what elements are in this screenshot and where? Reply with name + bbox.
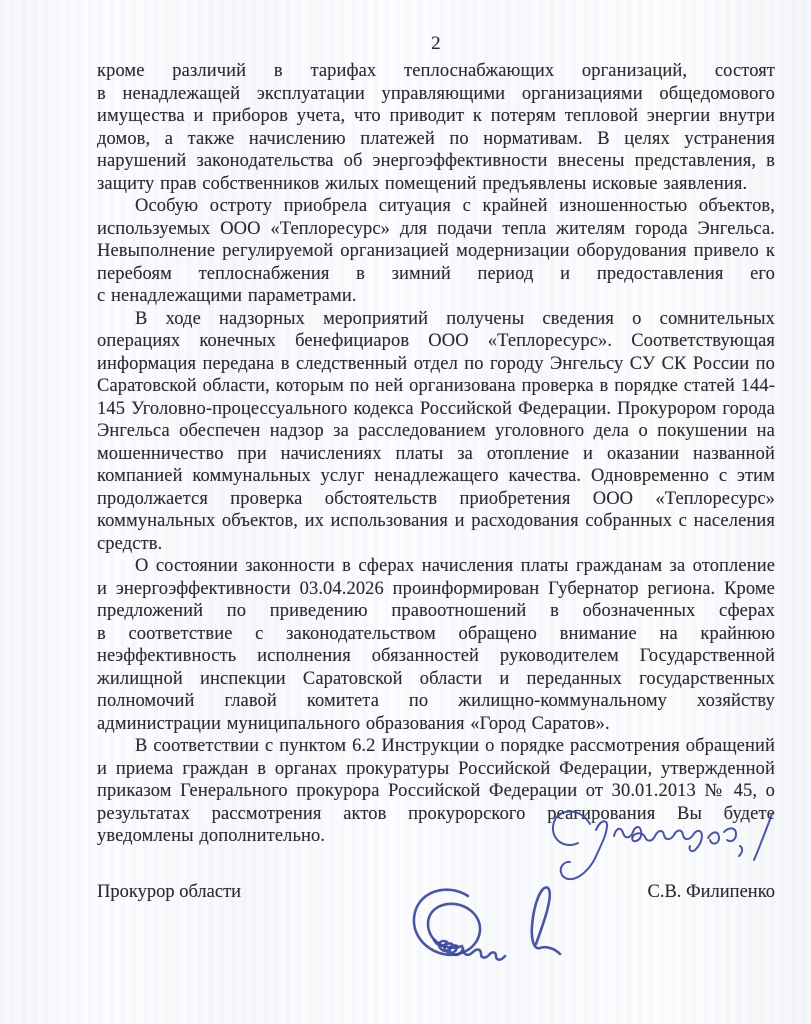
paragraph: О состоянии законности в сферах начисления платы гражданам за отопление и энергоэффективности 03.04.2026 проинформирован Губернатор региона. Кроме предложений по приведению правоотношений в обозначенных сферах в соответствие с законодательством обращено внимание на крайнюю неэффективность исполнения обязанностей руководителем Государственной жилищной инспекции Саратовской области и переданных государственных полномочий главой комитета по жилищно-коммунальному хозяйству администрации муниципального образования «Город Саратов». [97, 556, 775, 734]
paragraph: В ходе надзорных мероприятий получены сведения о сомнительных операциях конечных бенефициаров ООО «Теплоресурс». Соответствующая информация передана в следственный отдел по городу Энгельсу СУ СК России по Саратовской области, которым по ней организована проверка в порядке статей 144-145 Уголовно-процессуального кодекса Российской Федерации. Прокурором города Энгельса обеспечен надзор за расследованием уголовного дела о покушении на мошенничество при начислениях платы за отопление и оказании названной компанией коммунальных услуг ненадлежащего качества. Одновременно с этим продолжается проверка обстоятельств приобретения ООО «Теплоресурс» коммунальных объектов, их использования и расходования собранных с населения средств. [97, 308, 775, 554]
signer-name: С.В. Филипенко [647, 882, 775, 902]
document-body [97, 60, 775, 848]
signature-row [97, 882, 775, 903]
paragraph: кроме различий в тарифах теплоснабжающих организаций, состоят в ненадлежащей эксплуатации управляющими организациями общедомового имущества и приборов учета, что приводит к потерям тепловой энергии внутри домов, а также начислению платежей по нормативам. В целях устранения нарушений законодательства об энергоэффективности внесены представления, в защиту прав собственников жилых помещений предъявлены исковые заявления. [97, 61, 775, 194]
paragraph: Особую остроту приобрела ситуация с крайней изношенностью объектов, используемых ООО «Теплоресурс» для подачи тепла жителям города Энгельса. Невыполнение регулируемой организацией модернизации оборудования привело к перебоям теплоснабжения в зимний период и предоставления его с ненадлежащими параметрами. [97, 196, 775, 306]
page-number: 2 [431, 33, 441, 54]
paragraph: В соответствии с пунктом 6.2 Инструкции о порядке рассмотрения обращений и приема граждан в органах прокуратуры Российской Федерации, утвержденной приказом Генерального прокурора Российской Федерации от 30.01.2013 № 45, о результатах рассмотрения актов прокурорского реагирования Вы будете уведомлены дополнительно. [97, 736, 775, 846]
signer-position-title: Прокурор области [97, 882, 242, 902]
